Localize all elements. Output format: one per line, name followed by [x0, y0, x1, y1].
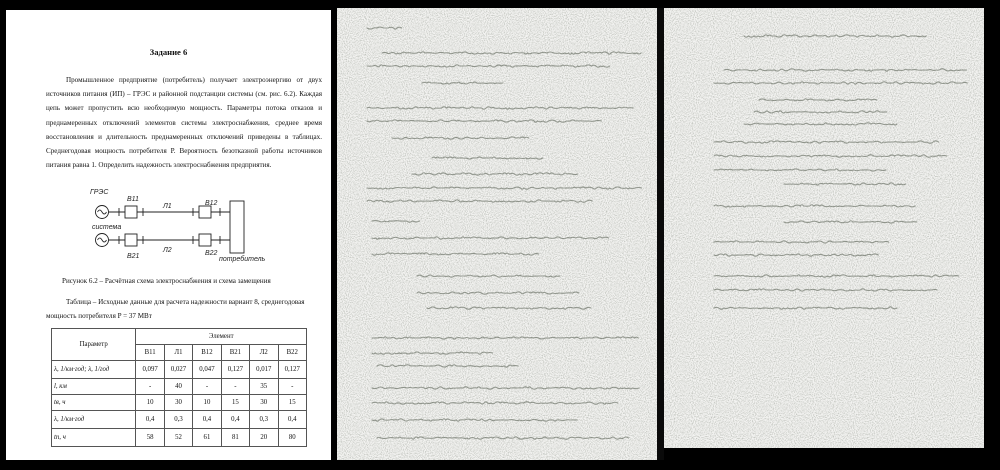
consumer-block	[230, 201, 244, 253]
table-row	[52, 395, 307, 411]
row-param: tп, ч	[52, 429, 136, 447]
table-cell: 0,4	[136, 411, 164, 429]
table-cell: 0,097	[136, 361, 164, 379]
table-cell: 81	[221, 429, 249, 447]
table-cell: 0,4	[278, 411, 307, 429]
column-header: В21	[221, 345, 249, 361]
table-cell: 15	[221, 395, 249, 411]
table-cell: -	[193, 379, 221, 395]
parameters-table	[51, 328, 307, 447]
figure-caption: Рисунок 6.2 – Расчётная схема электроснабжения и схема замещения	[62, 277, 271, 285]
table-cell: 0,127	[221, 361, 249, 379]
table-row	[52, 379, 307, 395]
table-cell: 61	[193, 429, 221, 447]
breaker-b12	[199, 206, 211, 218]
label-source2: система	[92, 224, 122, 231]
table-cell: 30	[250, 395, 278, 411]
table-row	[52, 361, 307, 379]
page-title: Задание 6	[149, 47, 188, 57]
task-paragraph: Промышленное предприятие (потребитель) получает электроэнергию от двух источников питания (ИП) – ГРЭС и районной подстанции системы (см. рис. 6.2). Каждая цепь может пропустить всю необходимую мощность. Параметры потока отказов и преднамеренных отключений элементов системы электроснабжения, среднее время восстановления и длительность преднамеренных отключений приведены в таблицах. Среднегодовая мощность потребителя P. Вероятность безотказной работы источников питания равна 1. Определить надежность электроснабжения предприятия.	[46, 76, 322, 170]
label-consumer: потребитель	[219, 256, 266, 263]
label-b22: В22	[205, 250, 218, 257]
document-page-1	[6, 10, 331, 460]
page-separator	[657, 8, 664, 460]
row-param: tв, ч	[52, 395, 136, 411]
table-cell: 35	[250, 379, 278, 395]
table-row	[52, 411, 307, 429]
table-cell: 0,047	[193, 361, 221, 379]
row-param: λ, 1/км·год; λ, 1/год	[52, 361, 136, 379]
table-cell: 0,3	[164, 411, 192, 429]
power-supply-diagram	[6, 10, 331, 275]
label-l1: Л1	[163, 203, 172, 210]
label-source1: ГРЭС	[90, 189, 109, 196]
breaker-b11	[125, 206, 137, 218]
scan-noise	[337, 8, 657, 460]
table-cell: 10	[193, 395, 221, 411]
column-header: Л2	[250, 345, 278, 361]
column-header: Л1	[164, 345, 192, 361]
table-cell: 0,027	[164, 361, 192, 379]
table-param-header: Параметр	[52, 329, 136, 361]
table-cell: -	[278, 379, 307, 395]
table-cell: 30	[164, 395, 192, 411]
table-row	[52, 429, 307, 447]
label-l2: Л2	[163, 247, 172, 254]
scan-noise	[664, 8, 984, 448]
breaker-b21	[125, 234, 137, 246]
label-b21: В21	[127, 253, 140, 260]
table-cell: 80	[278, 429, 307, 447]
table-cell: 10	[136, 395, 164, 411]
table-cell: 15	[278, 395, 307, 411]
table-cell: 52	[164, 429, 192, 447]
table-cell: 20	[250, 429, 278, 447]
column-header: В12	[193, 345, 221, 361]
label-b12: В12	[205, 200, 218, 207]
table-cell: 0,4	[221, 411, 249, 429]
scanned-page-2	[337, 8, 657, 460]
column-header: В22	[278, 345, 307, 361]
table-element-header: Элемент	[136, 329, 307, 345]
column-header: В11	[136, 345, 164, 361]
scanned-page-3	[664, 8, 984, 448]
table-cell: -	[221, 379, 249, 395]
table-cell: 0,3	[250, 411, 278, 429]
breaker-b22	[199, 234, 211, 246]
row-param: λ, 1/км·год	[52, 411, 136, 429]
label-b11: В11	[127, 196, 139, 203]
row-param: l, км	[52, 379, 136, 395]
table-cell: 0,127	[278, 361, 307, 379]
table-cell: 0,4	[193, 411, 221, 429]
table-cell: 40	[164, 379, 192, 395]
table-cell: 58	[136, 429, 164, 447]
table-cell: -	[136, 379, 164, 395]
table-cell: 0,017	[250, 361, 278, 379]
table-caption: Таблица – Исходные данные для расчета надежности вариант 8, среднегодовая мощность потребителя P = 37 МВт	[46, 298, 305, 321]
